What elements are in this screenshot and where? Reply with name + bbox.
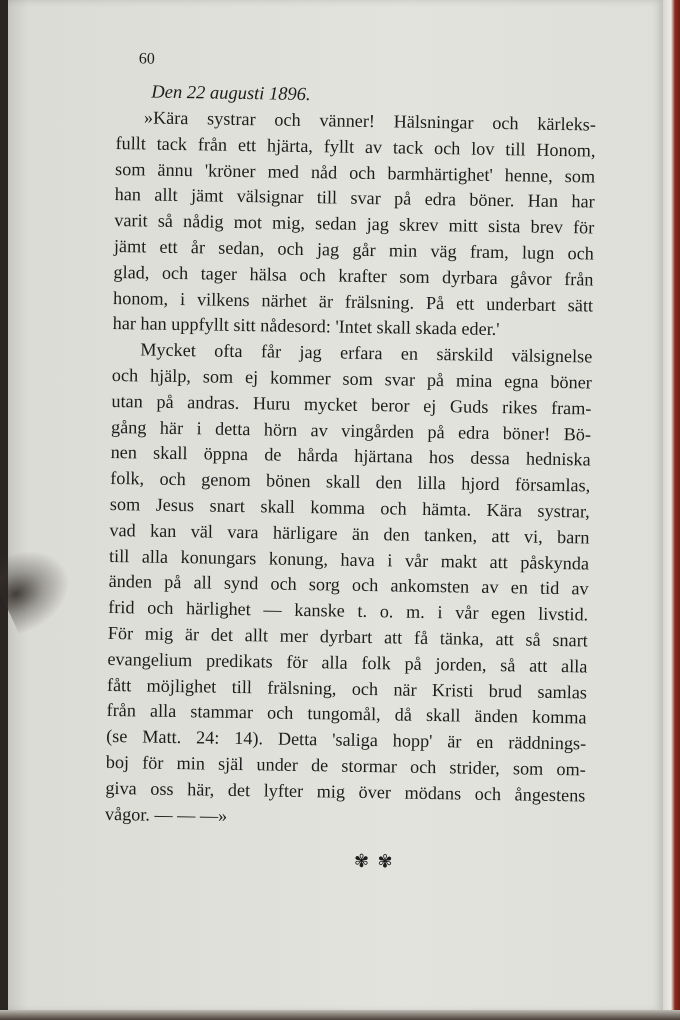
text-line: änden på all synd och sorg och ankomsten av en tid av — [108, 571, 589, 599]
text-line: frid och härlighet — kanske t. o. m. i vår egen livstid. — [108, 597, 589, 625]
text-line: som Jesus snart skall komma och hämta. Kära systrar, — [109, 493, 590, 522]
text-line: utan på andras. Huru mycket beror ej Guds rikes fram- — [111, 390, 592, 419]
page-bottom-edge — [0, 1010, 680, 1020]
text-line: vågor. — — —» — [104, 803, 228, 826]
text-line: vad kan väl vara härligare än den tanken, att vi, barn — [109, 519, 590, 548]
text-line: jämt ett år sedan, och jag går min väg fram, lugn och — [113, 235, 595, 264]
text-line: fått möjlighet till frälsning, och när Kristi brud samlas — [106, 674, 588, 702]
paragraph-2 — [105, 337, 593, 835]
text-line: gång här i detta hörn av vingården på edra böner! Bö- — [110, 416, 592, 445]
text-line: giva oss här, det lyfter mig över mödans och ångestens — [105, 777, 586, 806]
text-line: »Kära systrar och vänner! Hälsningar och kärleks- — [143, 107, 597, 135]
text-line: från alla stammar och tungomål, då skall änden komma — [106, 700, 587, 728]
text-line: som ännu 'kröner med nåd och barmhärtighet' henne, som — [114, 158, 596, 187]
text-line: evangelium predikats för alla folk på jorden, så att alla — [107, 648, 588, 677]
letter-dateline: Den 22 augusti 1896. — [151, 82, 311, 106]
text-line: (se Matt. 24: 14). Detta 'saliga hopp' är en räddnings- — [106, 726, 587, 754]
text-line: glad, och tager hälsa och krafter som dyrbara gåvor från — [113, 261, 594, 290]
paragraph-1 — [112, 105, 596, 345]
text-line: honom, i vilkens närhet är frälsning. På ett underbart sätt — [112, 287, 594, 316]
text-line: boj för min själ under de stormar och strider, som om- — [105, 751, 586, 780]
text-line: För mig är det allt mer dyrbart att få tänka, att så snart — [107, 622, 588, 651]
text-line: till alla konungars konung, hava i vår makt att påskynda — [108, 545, 590, 574]
text-line: nen skall öppna de hårda hjärtana hos dessa hedniska — [110, 442, 591, 470]
text-line: Mycket ofta får jag erfara en särskild välsignelse — [140, 339, 593, 367]
text-line: och hjälp, som ej kommer som svar på mina egna böner — [111, 364, 592, 393]
book-edge — [663, 0, 680, 1020]
text-line: har han uppfyllt sitt nådesord: 'Intet skall skada eder.' — [112, 313, 500, 340]
text-line: folk, och genom bönen skall den lilla hjord församlas, — [110, 468, 591, 496]
text-line: fullt tack från ett hjärta, fyllt av tack och lov till Honom, — [115, 132, 596, 161]
ornament-fleurons: ✾ ✾ — [353, 851, 395, 872]
page-text — [104, 50, 597, 876]
page-number: 60 — [138, 50, 155, 68]
text-line: varit så nådig mot mig, sedan jag skrev mitt sista brev för — [114, 210, 595, 238]
text-line: han allt jämt välsignar till svar på edra böner. Han har — [114, 184, 595, 212]
